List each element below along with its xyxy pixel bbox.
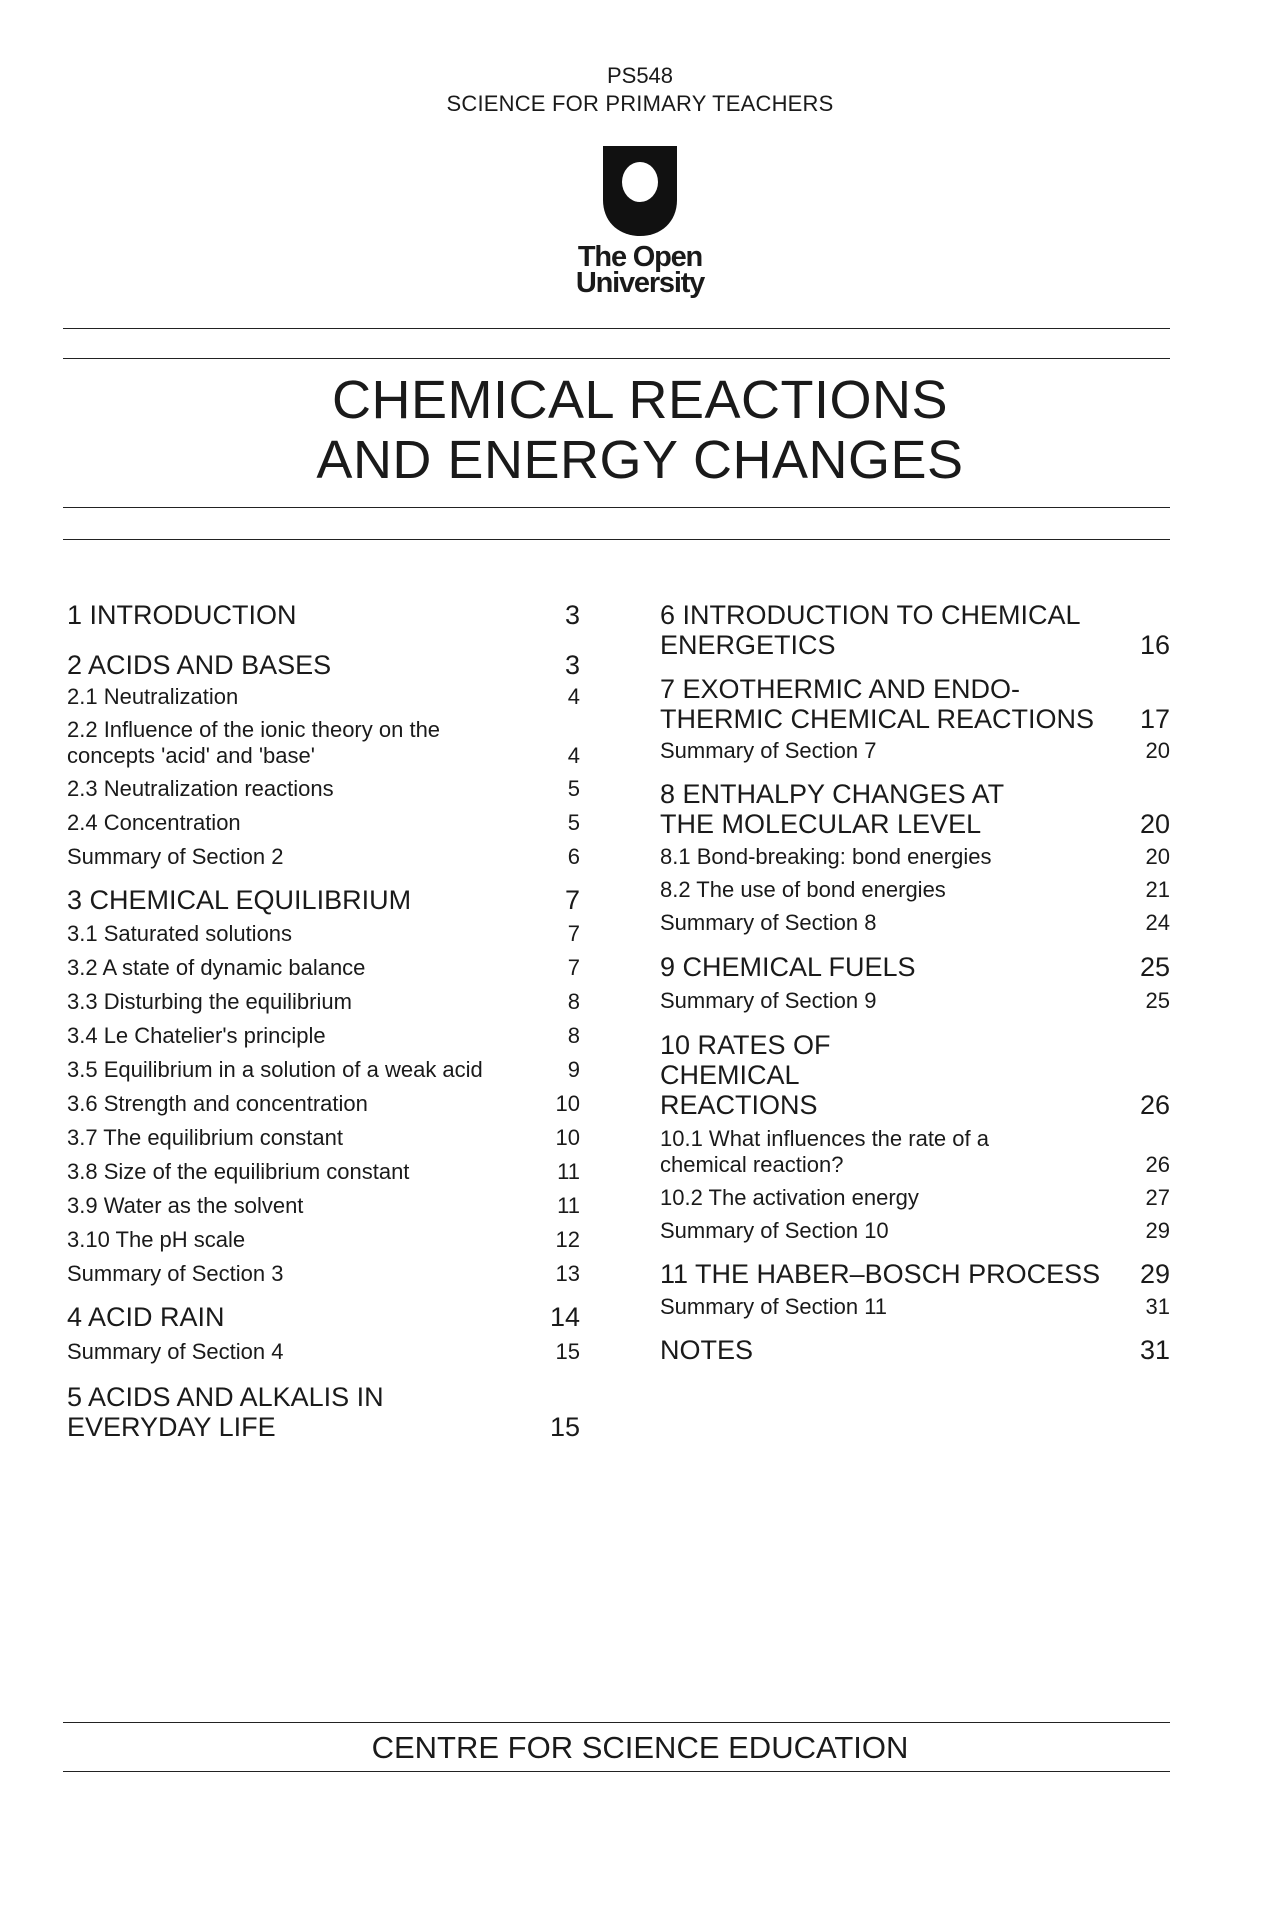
divider-bottom-1 [63, 1722, 1170, 1723]
course-code: PS548 [606, 63, 674, 88]
toc-entry: Summary of Section 3 13 [67, 1261, 580, 1286]
footer-text: CENTRE FOR SCIENCE EDUCATION [371, 1730, 909, 1765]
toc-entry: 7 EXOTHERMIC AND ENDO-THERMIC CHEMICAL REACTIONS 17 [660, 674, 1170, 734]
toc-entry: 6 INTRODUCTION TO CHEMICAL ENERGETICS 16 [660, 600, 1170, 660]
toc-entry: 4 ACID RAIN 14 [67, 1302, 580, 1332]
toc-entry: Summary of Section 2 6 [67, 844, 580, 869]
contents-left-column [67, 600, 580, 1442]
toc-entry: 1 INTRODUCTION 3 [67, 600, 580, 630]
course-title: SCIENCE FOR PRIMARY TEACHERS [446, 91, 834, 116]
toc-entry: 11 THE HABER–BOSCH PROCESS 29 [660, 1259, 1170, 1289]
toc-entry: 3 CHEMICAL EQUILIBRIUM 7 [67, 885, 580, 915]
header [0, 62, 1280, 118]
toc-entry: 5 ACIDS AND ALKALIS IN EVERYDAY LIFE 15 [67, 1382, 580, 1442]
toc-entry: 3.4 Le Chatelier's principle 8 [67, 1023, 580, 1048]
page-title [0, 370, 1280, 490]
toc-entry: 3.6 Strength and concentration 10 [67, 1091, 580, 1116]
toc-entry: 3.5 Equilibrium in a solution of a weak acid 9 [67, 1057, 580, 1082]
toc-entry: 2.3 Neutralization reactions 5 [67, 776, 580, 801]
logo-line-2: University [575, 267, 705, 299]
title-line-1: CHEMICAL REACTIONS [331, 370, 949, 430]
toc-entry: 10.2 The activation energy 27 [660, 1185, 1170, 1210]
toc-entry: 3.8 Size of the equilibrium constant 11 [67, 1159, 580, 1184]
toc-entry: 3.10 The pH scale 12 [67, 1227, 580, 1252]
divider-mid-2 [63, 539, 1170, 540]
shield-icon [597, 142, 683, 240]
toc-entry: 3.2 A state of dynamic balance 7 [67, 955, 580, 980]
open-university-logo [540, 142, 740, 299]
title-line-2: AND ENERGY CHANGES [316, 430, 964, 490]
toc-entry: 3.7 The equilibrium constant 10 [67, 1125, 580, 1150]
toc-entry: 2.1 Neutralization 4 [67, 684, 580, 709]
toc-entry: Summary of Section 9 25 [660, 988, 1170, 1013]
toc-entry: 8.1 Bond-breaking: bond energies 20 [660, 844, 1170, 869]
logo-line-1: The Open [577, 241, 703, 273]
divider-mid-1 [63, 507, 1170, 508]
toc-entry: 9 CHEMICAL FUELS 25 [660, 952, 1170, 982]
toc-entry: Summary of Section 10 29 [660, 1218, 1170, 1243]
divider-top-1 [63, 328, 1170, 329]
toc-entry: 3.9 Water as the solvent 11 [67, 1193, 580, 1218]
toc-entry: Summary of Section 8 24 [660, 910, 1170, 935]
divider-top-2 [63, 358, 1170, 359]
toc-entry: 3.3 Disturbing the equilibrium 8 [67, 989, 580, 1014]
toc-entry: Summary of Section 7 20 [660, 738, 1170, 763]
toc-entry: NOTES 31 [660, 1335, 1170, 1365]
toc-entry: 2 ACIDS AND BASES 3 [67, 650, 580, 680]
divider-bottom-2 [63, 1771, 1170, 1772]
toc-entry: 8 ENTHALPY CHANGES AT THE MOLECULAR LEVEL 20 [660, 779, 1170, 839]
toc-entry: 8.2 The use of bond energies 21 [660, 877, 1170, 902]
toc-entry: 2.4 Concentration 5 [67, 810, 580, 835]
toc-entry: 3.1 Saturated solutions 7 [67, 921, 580, 946]
toc-entry: Summary of Section 4 15 [67, 1339, 580, 1364]
toc-entry: 2.2 Influence of the ionic theory on the concepts 'acid' and 'base' 4 [67, 717, 580, 768]
toc-entry: 10 RATES OF CHEMICAL REACTIONS 26 [660, 1030, 1170, 1120]
toc-entry: Summary of Section 11 31 [660, 1294, 1170, 1319]
contents-right-column [660, 600, 1170, 1365]
toc-entry: 10.1 What influences the rate of a chemical reaction? 26 [660, 1126, 1170, 1177]
